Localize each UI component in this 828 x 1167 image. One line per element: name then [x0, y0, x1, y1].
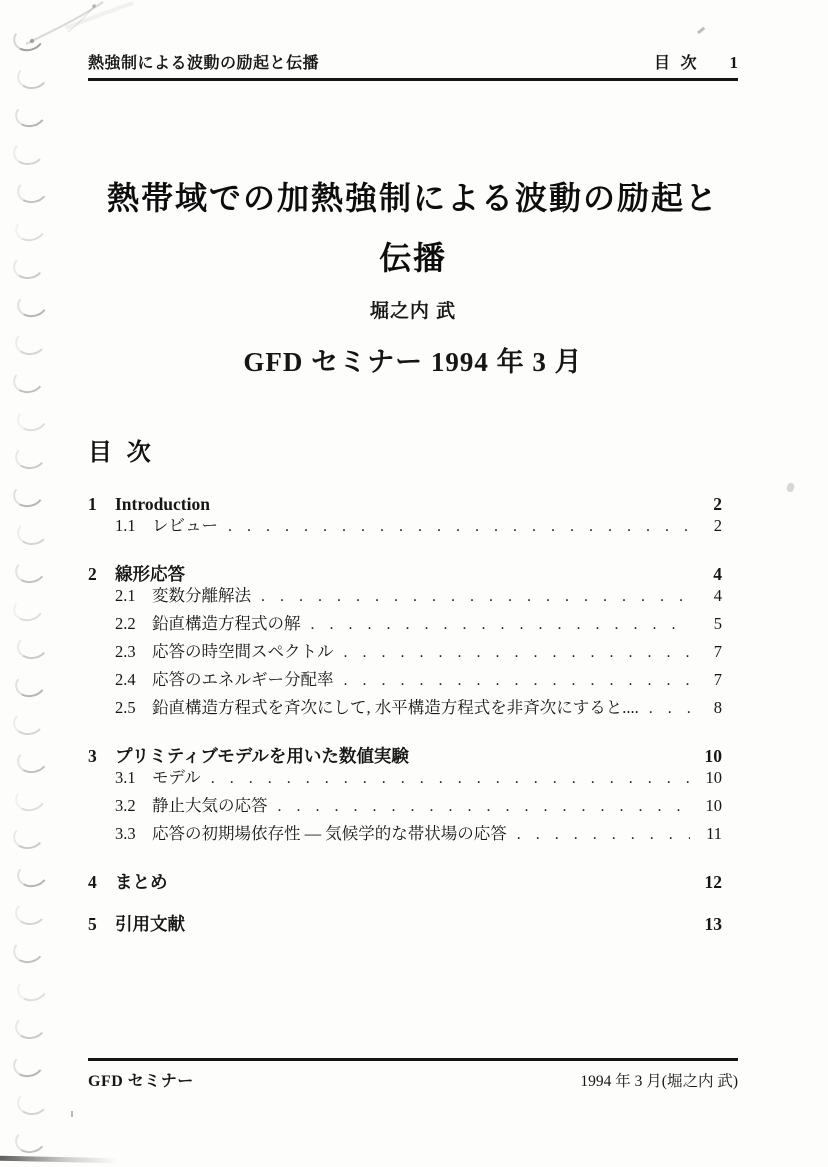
- binding-hole-mark: [15, 632, 49, 661]
- toc-entry-title: 引用文献: [115, 914, 185, 934]
- running-header: [88, 50, 738, 81]
- scan-speck: [697, 27, 705, 34]
- scan-speck: [786, 482, 795, 493]
- document-title: [88, 168, 738, 288]
- binding-hole-mark: [15, 289, 51, 320]
- toc-dot-leader: [344, 666, 691, 694]
- toc-dot-leader: [344, 638, 691, 666]
- binding-hole-mark: [16, 518, 49, 546]
- toc-entry: [88, 582, 738, 610]
- toc-entry-number: 2.5: [115, 698, 136, 717]
- toc-entry-number: 4: [88, 872, 97, 892]
- toc-entry: [88, 860, 738, 890]
- binding-hole-mark: [10, 593, 46, 625]
- binding-hole-mark: [12, 213, 48, 245]
- binding-hole-mark: [13, 1012, 47, 1041]
- toc-entry-page: 7: [713, 642, 722, 661]
- toc-entry-title: 応答の初期場依存性 — 気候学的な帯状場の応答: [152, 824, 507, 843]
- toc-entry-page: 7: [713, 670, 722, 689]
- binding-hole-mark: [13, 1125, 48, 1155]
- binding-hole-mark: [12, 783, 48, 815]
- binding-hole-mark: [15, 175, 50, 205]
- toc-entry: [88, 666, 738, 694]
- toc-dot-leader: [195, 902, 690, 930]
- toc-entry-page: 4: [713, 564, 722, 584]
- binding-hole-mark: [12, 138, 45, 166]
- toc-dot-leader: [261, 582, 690, 610]
- author-name: 堀之内 武: [369, 301, 457, 322]
- toc-entry-title: プリミティブモデルを用いた数値実験: [115, 746, 409, 766]
- toc-entry-number: 1: [88, 494, 97, 514]
- toc-heading: 目 次: [88, 439, 155, 466]
- toc-entry-page: 10: [704, 746, 722, 766]
- toc-entry-title: Introduction: [115, 494, 210, 514]
- toc-entry: [88, 902, 738, 932]
- toc-entry: [88, 552, 738, 582]
- binding-hole-mark: [12, 708, 45, 736]
- binding-hole-mark: [15, 745, 50, 775]
- toc-entry: [88, 610, 738, 638]
- toc-entry-title: 静止大気の応答: [152, 796, 268, 815]
- toc-entry-number: 3.2: [115, 796, 136, 815]
- binding-hole-mark: [14, 328, 47, 356]
- running-header-page-number: 1: [729, 53, 738, 72]
- toc-dot-leader: [211, 764, 690, 792]
- toc-entry: [88, 482, 738, 512]
- binding-hole-mark: [16, 1088, 49, 1116]
- toc-entry-title: 変数分離解法: [152, 586, 251, 605]
- toc-entry: [88, 694, 738, 722]
- binding-hole-mark: [11, 479, 47, 510]
- binding-hole-mark: [11, 365, 46, 395]
- toc-entry-page: 8: [713, 698, 722, 717]
- toc-entry-title: 鉛直構造方程式の解: [152, 614, 301, 633]
- toc-entry-page: 11: [706, 824, 722, 843]
- toc-dot-leader: [220, 482, 690, 510]
- toc-entry-title: 線形応答: [115, 564, 185, 584]
- binding-hole-mark: [14, 973, 50, 1005]
- toc-entry-title: モデル: [152, 768, 201, 787]
- spiral-binding-holes: [0, 0, 70, 1167]
- toc-entry-number: 5: [88, 914, 97, 934]
- toc-entry-number: 2.2: [115, 614, 136, 633]
- toc-entry: [88, 792, 738, 820]
- toc-entry: [88, 734, 738, 764]
- binding-hole-mark: [11, 252, 45, 281]
- table-of-contents: [88, 482, 738, 932]
- toc-entry-page: 13: [704, 914, 722, 934]
- toc-dot-leader: [228, 512, 690, 540]
- running-header-title: 熱強制による波動の励起と伝播: [88, 55, 320, 72]
- binding-hole-mark: [11, 935, 46, 965]
- toc-entry-page: 10: [705, 768, 722, 787]
- toc-dot-leader: [649, 694, 690, 722]
- toc-entry-number: 1.1: [115, 516, 136, 535]
- toc-entry-number: 3.1: [115, 768, 136, 787]
- toc-entry-title: 鉛直構造方程式を斉次にして, 水平構造方程式を非斉次にすると....: [152, 698, 639, 717]
- toc-dot-leader: [178, 860, 691, 888]
- toc-entry-title: 応答のエネルギー分配率: [152, 670, 334, 689]
- toc-entry-title: 応答の時空間スペクトル: [152, 642, 334, 661]
- toc-entry: [88, 512, 738, 540]
- toc-dot-leader: [278, 792, 691, 820]
- toc-entry-page: 2: [713, 516, 722, 535]
- running-footer-right: 1994 年 3 月(堀之内 武): [580, 1073, 738, 1090]
- toc-dot-leader: [517, 820, 690, 848]
- binding-hole-mark: [13, 669, 49, 700]
- toc-entry-number: 2.1: [115, 586, 136, 605]
- toc-dot-leader: [195, 552, 690, 580]
- toc-entry: [88, 820, 738, 848]
- running-footer: [88, 1058, 738, 1091]
- binding-hole-mark: [15, 859, 51, 890]
- toc-entry-number: 2: [88, 564, 97, 584]
- toc-entry-title: レビュー: [152, 516, 218, 535]
- running-header-section-label: 目 次: [654, 55, 700, 72]
- toc-entry-number: 2.4: [115, 670, 136, 689]
- toc-entry-number: 2.3: [115, 642, 136, 661]
- toc-entry-page: 12: [704, 872, 722, 892]
- toc-entry-page: 2: [713, 494, 722, 514]
- toc-entry-page: 4: [713, 586, 722, 605]
- binding-hole-mark: [13, 555, 48, 585]
- document-title-line2: 伝播: [378, 240, 447, 276]
- toc-dot-leader: [419, 734, 690, 762]
- binding-hole-mark: [13, 99, 49, 130]
- toc-entry-number: 3.3: [115, 824, 136, 843]
- toc-dot-leader: [311, 610, 691, 638]
- document-title-line1: 熱帯域での加熱強制による波動の励起と: [106, 180, 719, 216]
- binding-hole-mark: [11, 822, 45, 851]
- scan-speck: [71, 1111, 73, 1117]
- toc-entry-page: 10: [705, 796, 722, 815]
- toc-entry-title: まとめ: [115, 872, 168, 892]
- toc-entry: [88, 638, 738, 666]
- binding-hole-mark: [14, 403, 50, 435]
- binding-hole-mark: [14, 898, 47, 926]
- binding-hole-mark: [13, 442, 47, 471]
- binding-hole-mark: [11, 1049, 47, 1080]
- toc-entry-page: 5: [713, 614, 722, 633]
- running-footer-left: GFD セミナー: [88, 1073, 194, 1090]
- seminar-title: GFD セミナー 1994 年 3 月: [243, 347, 583, 377]
- toc-entry-number: 3: [88, 746, 97, 766]
- toc-entry: [88, 764, 738, 792]
